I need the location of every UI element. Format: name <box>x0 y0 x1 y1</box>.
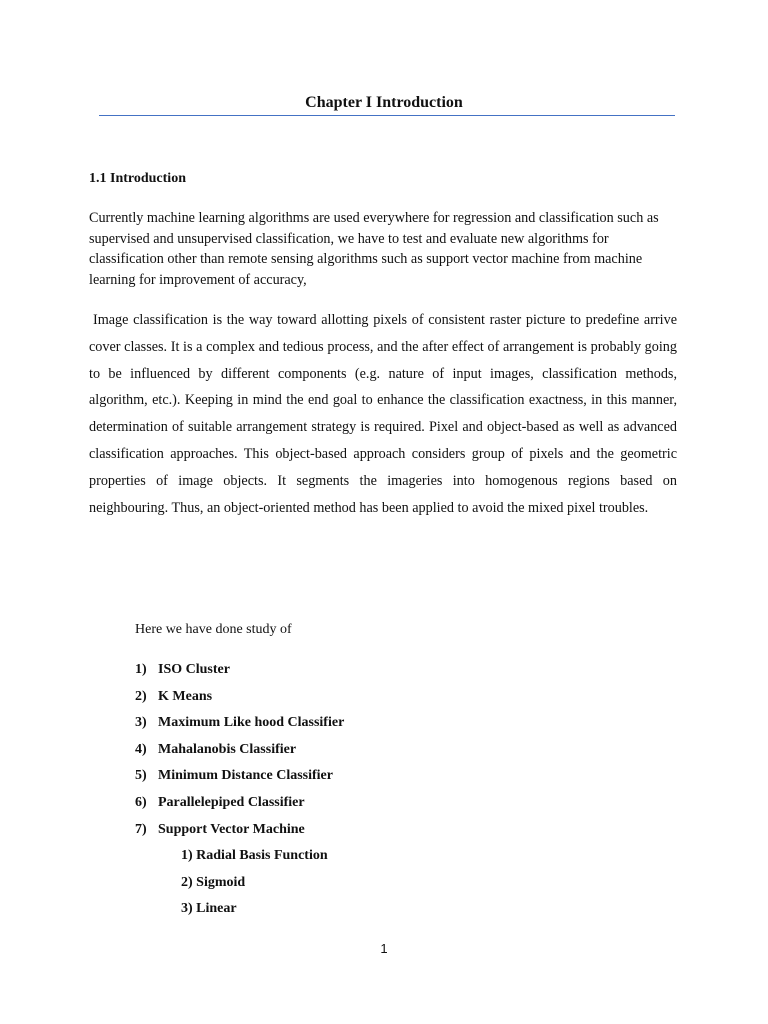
study-list-intro: Here we have done study of <box>135 622 292 637</box>
page-number: 1 <box>380 941 388 956</box>
list-item-label: ISO Cluster <box>158 662 230 677</box>
list-item-number: 4) <box>135 741 147 757</box>
sub-list-item: 3) Linear <box>181 901 237 917</box>
svm-kernel-list <box>181 846 328 926</box>
section-heading: 1.1 Introduction <box>89 171 186 186</box>
list-item-label: Support Vector Machine <box>158 821 305 837</box>
list-item-number: 3) <box>135 715 147 731</box>
list-item <box>135 687 344 714</box>
title-underline <box>99 115 675 116</box>
list-item-label: Minimum Distance Classifier <box>158 768 333 784</box>
list-item <box>135 793 344 820</box>
list-item-label: Parallelepiped Classifier <box>158 794 305 810</box>
list-item <box>135 820 344 847</box>
list-item-number: 7) <box>135 821 147 837</box>
list-item-number: 6) <box>135 794 147 810</box>
list-item-label: Mahalanobis Classifier <box>158 741 297 757</box>
sub-list-item: 1) Radial Basis Function <box>181 848 328 863</box>
list-item-number: 1) <box>135 662 147 677</box>
list-item-number: 2) <box>135 688 147 704</box>
chapter-title: Chapter I Introduction <box>305 94 463 111</box>
sub-list-item: 2) Sigmoid <box>181 874 246 890</box>
study-list <box>135 660 344 846</box>
intro-paragraph-2: Image classification is the way toward allotting pixels of consistent raster picture to predefine arrive cover classes. It is a complex and tedious process, and the after effect of arrangement is probably going to be influenced by different components (e.g. nature of input images, classification methods, algorithm, etc.). Keeping in mind the end goal to enhance the classification exactness, in this manner, determination of suitable arrangement strategy is required. Pixel and object-based as well as advanced classification approaches. This object-based approach considers group of pixels and the geometric properties of image objects. It segments the imageries into homogenous regions based on neighbouring. Thus, an object-oriented method has been applied to avoid the mixed pixel troubles. <box>89 312 677 516</box>
list-item <box>135 740 344 767</box>
list-item <box>135 766 344 793</box>
list-item <box>135 660 344 687</box>
list-item-number: 5) <box>135 768 147 784</box>
list-item <box>135 713 344 740</box>
intro-paragraph-1: Currently machine learning algorithms are used everywhere for regression and classification such as supervised and unsupervised classification, we have to test and evaluate new algorithms for classification other than remote sensing algorithms such as support vector machine from machine learning for improvement of accuracy, <box>89 210 659 288</box>
list-item-label: Maximum Like hood Classifier <box>158 715 345 731</box>
list-item-label: K Means <box>158 688 213 704</box>
